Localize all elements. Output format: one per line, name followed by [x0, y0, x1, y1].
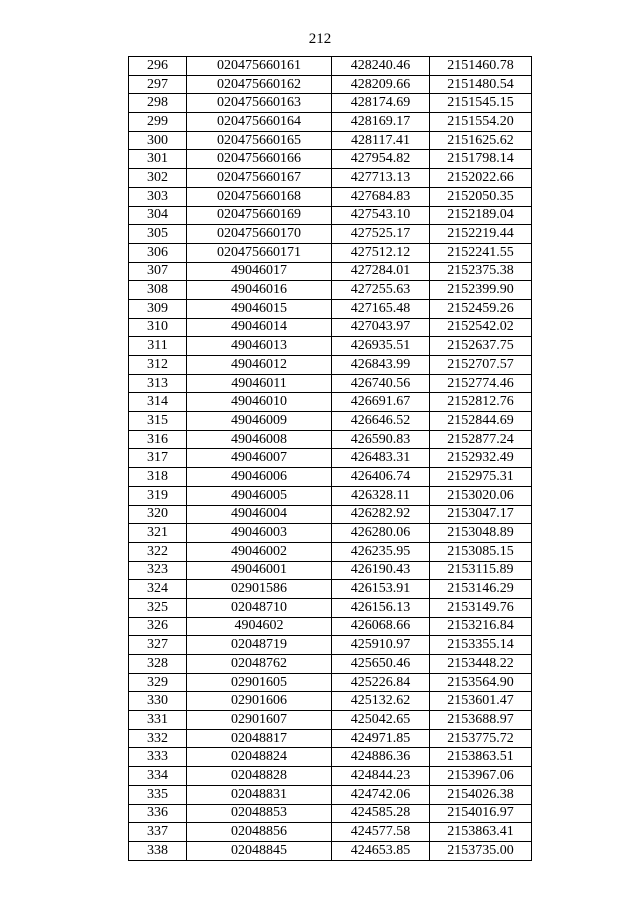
x-coordinate-cell: 427165.48: [332, 299, 430, 318]
y-coordinate-cell: 2151554.20: [430, 113, 532, 132]
point-id-cell: 49046007: [187, 449, 332, 468]
y-coordinate-cell: 2153355.14: [430, 636, 532, 655]
x-coordinate-cell: 424742.06: [332, 785, 430, 804]
table-row: [129, 580, 532, 599]
x-coordinate-cell: 425910.97: [332, 636, 430, 655]
row-number-cell: 338: [129, 841, 187, 860]
table-row: [129, 785, 532, 804]
table-row: [129, 94, 532, 113]
x-coordinate-cell: 425042.65: [332, 711, 430, 730]
table-row: [129, 823, 532, 842]
row-number-cell: 327: [129, 636, 187, 655]
x-coordinate-cell: 424886.36: [332, 748, 430, 767]
point-id-cell: 020475660169: [187, 206, 332, 225]
row-number-cell: 321: [129, 524, 187, 543]
y-coordinate-cell: 2154016.97: [430, 804, 532, 823]
table-row: [129, 150, 532, 169]
y-coordinate-cell: 2152637.75: [430, 337, 532, 356]
row-number-cell: 305: [129, 225, 187, 244]
x-coordinate-cell: 426282.92: [332, 505, 430, 524]
point-id-cell: 49046003: [187, 524, 332, 543]
x-coordinate-cell: 426280.06: [332, 524, 430, 543]
point-id-cell: 02048762: [187, 655, 332, 674]
table-row: [129, 187, 532, 206]
y-coordinate-cell: 2153216.84: [430, 617, 532, 636]
point-id-cell: 02901606: [187, 692, 332, 711]
row-number-cell: 302: [129, 169, 187, 188]
table-row: [129, 374, 532, 393]
row-number-cell: 330: [129, 692, 187, 711]
x-coordinate-cell: 426190.43: [332, 561, 430, 580]
table-row: [129, 561, 532, 580]
table-row: [129, 673, 532, 692]
table-row: [129, 729, 532, 748]
table-row: [129, 542, 532, 561]
point-id-cell: 49046005: [187, 486, 332, 505]
row-number-cell: 310: [129, 318, 187, 337]
point-id-cell: 020475660168: [187, 187, 332, 206]
row-number-cell: 314: [129, 393, 187, 412]
x-coordinate-cell: 424971.85: [332, 729, 430, 748]
y-coordinate-cell: 2153564.90: [430, 673, 532, 692]
row-number-cell: 326: [129, 617, 187, 636]
row-number-cell: 315: [129, 412, 187, 431]
y-coordinate-cell: 2153863.51: [430, 748, 532, 767]
y-coordinate-cell: 2153020.06: [430, 486, 532, 505]
row-number-cell: 329: [129, 673, 187, 692]
row-number-cell: 337: [129, 823, 187, 842]
point-id-cell: 020475660167: [187, 169, 332, 188]
y-coordinate-cell: 2153735.00: [430, 841, 532, 860]
x-coordinate-cell: 426328.11: [332, 486, 430, 505]
x-coordinate-cell: 424844.23: [332, 767, 430, 786]
table-row: [129, 636, 532, 655]
table-row: [129, 748, 532, 767]
x-coordinate-cell: 425132.62: [332, 692, 430, 711]
y-coordinate-cell: 2152707.57: [430, 356, 532, 375]
x-coordinate-cell: 427713.13: [332, 169, 430, 188]
y-coordinate-cell: 2151460.78: [430, 57, 532, 76]
point-id-cell: 020475660165: [187, 131, 332, 150]
row-number-cell: 307: [129, 262, 187, 281]
x-coordinate-cell: 427543.10: [332, 206, 430, 225]
x-coordinate-cell: 428240.46: [332, 57, 430, 76]
table-row: [129, 486, 532, 505]
row-number-cell: 301: [129, 150, 187, 169]
table-row: [129, 337, 532, 356]
x-coordinate-cell: 426590.83: [332, 430, 430, 449]
point-id-cell: 49046006: [187, 468, 332, 487]
y-coordinate-cell: 2153448.22: [430, 655, 532, 674]
x-coordinate-cell: 426646.52: [332, 412, 430, 431]
point-id-cell: 49046001: [187, 561, 332, 580]
row-number-cell: 317: [129, 449, 187, 468]
row-number-cell: 335: [129, 785, 187, 804]
table-row: [129, 692, 532, 711]
y-coordinate-cell: 2152844.69: [430, 412, 532, 431]
table-row: [129, 57, 532, 76]
x-coordinate-cell: 427255.63: [332, 281, 430, 300]
y-coordinate-cell: 2152050.35: [430, 187, 532, 206]
x-coordinate-cell: 427512.12: [332, 243, 430, 262]
x-coordinate-cell: 426406.74: [332, 468, 430, 487]
table-row: [129, 169, 532, 188]
x-coordinate-cell: 424585.28: [332, 804, 430, 823]
point-id-cell: 02048828: [187, 767, 332, 786]
y-coordinate-cell: 2152812.76: [430, 393, 532, 412]
point-id-cell: 49046002: [187, 542, 332, 561]
x-coordinate-cell: 426740.56: [332, 374, 430, 393]
x-coordinate-cell: 426843.99: [332, 356, 430, 375]
point-id-cell: 02048710: [187, 598, 332, 617]
table-row: [129, 524, 532, 543]
y-coordinate-cell: 2152375.38: [430, 262, 532, 281]
point-id-cell: 49046010: [187, 393, 332, 412]
row-number-cell: 334: [129, 767, 187, 786]
row-number-cell: 325: [129, 598, 187, 617]
coordinates-table-body: [129, 57, 532, 861]
x-coordinate-cell: 426153.91: [332, 580, 430, 599]
row-number-cell: 333: [129, 748, 187, 767]
x-coordinate-cell: 426483.31: [332, 449, 430, 468]
y-coordinate-cell: 2152022.66: [430, 169, 532, 188]
y-coordinate-cell: 2153688.97: [430, 711, 532, 730]
x-coordinate-cell: 425226.84: [332, 673, 430, 692]
x-coordinate-cell: 425650.46: [332, 655, 430, 674]
x-coordinate-cell: 427954.82: [332, 150, 430, 169]
table-row: [129, 468, 532, 487]
table-row: [129, 393, 532, 412]
y-coordinate-cell: 2153149.76: [430, 598, 532, 617]
row-number-cell: 328: [129, 655, 187, 674]
row-number-cell: 322: [129, 542, 187, 561]
point-id-cell: 02901605: [187, 673, 332, 692]
row-number-cell: 304: [129, 206, 187, 225]
row-number-cell: 303: [129, 187, 187, 206]
x-coordinate-cell: 427525.17: [332, 225, 430, 244]
row-number-cell: 306: [129, 243, 187, 262]
point-id-cell: 02901586: [187, 580, 332, 599]
point-id-cell: 49046015: [187, 299, 332, 318]
table-row: [129, 356, 532, 375]
x-coordinate-cell: 427043.97: [332, 318, 430, 337]
y-coordinate-cell: 2153048.89: [430, 524, 532, 543]
point-id-cell: 02048831: [187, 785, 332, 804]
row-number-cell: 299: [129, 113, 187, 132]
y-coordinate-cell: 2153775.72: [430, 729, 532, 748]
table-row: [129, 449, 532, 468]
row-number-cell: 316: [129, 430, 187, 449]
y-coordinate-cell: 2151480.54: [430, 75, 532, 94]
x-coordinate-cell: 428169.17: [332, 113, 430, 132]
y-coordinate-cell: 2153085.15: [430, 542, 532, 561]
row-number-cell: 323: [129, 561, 187, 580]
y-coordinate-cell: 2153967.06: [430, 767, 532, 786]
table-row: [129, 225, 532, 244]
point-id-cell: 4904602: [187, 617, 332, 636]
y-coordinate-cell: 2152219.44: [430, 225, 532, 244]
point-id-cell: 020475660164: [187, 113, 332, 132]
table-row: [129, 75, 532, 94]
point-id-cell: 49046016: [187, 281, 332, 300]
x-coordinate-cell: 427684.83: [332, 187, 430, 206]
table-row: [129, 243, 532, 262]
row-number-cell: 324: [129, 580, 187, 599]
row-number-cell: 332: [129, 729, 187, 748]
point-id-cell: 020475660171: [187, 243, 332, 262]
x-coordinate-cell: 424653.85: [332, 841, 430, 860]
row-number-cell: 309: [129, 299, 187, 318]
table-row: [129, 299, 532, 318]
x-coordinate-cell: 426068.66: [332, 617, 430, 636]
y-coordinate-cell: 2152241.55: [430, 243, 532, 262]
point-id-cell: 020475660170: [187, 225, 332, 244]
y-coordinate-cell: 2152774.46: [430, 374, 532, 393]
row-number-cell: 297: [129, 75, 187, 94]
table-row: [129, 617, 532, 636]
table-row: [129, 430, 532, 449]
x-coordinate-cell: 426235.95: [332, 542, 430, 561]
y-coordinate-cell: 2152189.04: [430, 206, 532, 225]
x-coordinate-cell: 428209.66: [332, 75, 430, 94]
point-id-cell: 020475660162: [187, 75, 332, 94]
y-coordinate-cell: 2154026.38: [430, 785, 532, 804]
point-id-cell: 02048853: [187, 804, 332, 823]
y-coordinate-cell: 2153863.41: [430, 823, 532, 842]
x-coordinate-cell: 424577.58: [332, 823, 430, 842]
table-row: [129, 841, 532, 860]
y-coordinate-cell: 2152542.02: [430, 318, 532, 337]
y-coordinate-cell: 2151545.15: [430, 94, 532, 113]
point-id-cell: 49046004: [187, 505, 332, 524]
x-coordinate-cell: 426691.67: [332, 393, 430, 412]
table-row: [129, 113, 532, 132]
row-number-cell: 318: [129, 468, 187, 487]
y-coordinate-cell: 2153115.89: [430, 561, 532, 580]
row-number-cell: 320: [129, 505, 187, 524]
point-id-cell: 02048817: [187, 729, 332, 748]
table-row: [129, 711, 532, 730]
x-coordinate-cell: 427284.01: [332, 262, 430, 281]
table-row: [129, 505, 532, 524]
y-coordinate-cell: 2153601.47: [430, 692, 532, 711]
y-coordinate-cell: 2153047.17: [430, 505, 532, 524]
x-coordinate-cell: 428174.69: [332, 94, 430, 113]
point-id-cell: 49046008: [187, 430, 332, 449]
point-id-cell: 02048845: [187, 841, 332, 860]
page-number: 212: [308, 31, 332, 47]
table-row: [129, 598, 532, 617]
point-id-cell: 49046011: [187, 374, 332, 393]
point-id-cell: 020475660161: [187, 57, 332, 76]
row-number-cell: 300: [129, 131, 187, 150]
point-id-cell: 49046009: [187, 412, 332, 431]
y-coordinate-cell: 2151798.14: [430, 150, 532, 169]
point-id-cell: 49046014: [187, 318, 332, 337]
point-id-cell: 02048824: [187, 748, 332, 767]
row-number-cell: 313: [129, 374, 187, 393]
table-row: [129, 767, 532, 786]
table-row: [129, 131, 532, 150]
table-row: [129, 318, 532, 337]
row-number-cell: 312: [129, 356, 187, 375]
row-number-cell: 311: [129, 337, 187, 356]
row-number-cell: 308: [129, 281, 187, 300]
x-coordinate-cell: 428117.41: [332, 131, 430, 150]
row-number-cell: 298: [129, 94, 187, 113]
point-id-cell: 49046017: [187, 262, 332, 281]
y-coordinate-cell: 2151625.62: [430, 131, 532, 150]
point-id-cell: 020475660166: [187, 150, 332, 169]
point-id-cell: 49046013: [187, 337, 332, 356]
y-coordinate-cell: 2152877.24: [430, 430, 532, 449]
point-id-cell: 020475660163: [187, 94, 332, 113]
x-coordinate-cell: 426935.51: [332, 337, 430, 356]
y-coordinate-cell: 2152975.31: [430, 468, 532, 487]
y-coordinate-cell: 2152932.49: [430, 449, 532, 468]
point-id-cell: 02048856: [187, 823, 332, 842]
row-number-cell: 296: [129, 57, 187, 76]
y-coordinate-cell: 2152459.26: [430, 299, 532, 318]
table-row: [129, 804, 532, 823]
coordinates-table: [128, 56, 532, 861]
row-number-cell: 336: [129, 804, 187, 823]
table-row: [129, 281, 532, 300]
table-row: [129, 262, 532, 281]
y-coordinate-cell: 2152399.90: [430, 281, 532, 300]
table-row: [129, 412, 532, 431]
x-coordinate-cell: 426156.13: [332, 598, 430, 617]
y-coordinate-cell: 2153146.29: [430, 580, 532, 599]
row-number-cell: 319: [129, 486, 187, 505]
point-id-cell: 49046012: [187, 356, 332, 375]
table-row: [129, 206, 532, 225]
point-id-cell: 02048719: [187, 636, 332, 655]
point-id-cell: 02901607: [187, 711, 332, 730]
row-number-cell: 331: [129, 711, 187, 730]
table-row: [129, 655, 532, 674]
